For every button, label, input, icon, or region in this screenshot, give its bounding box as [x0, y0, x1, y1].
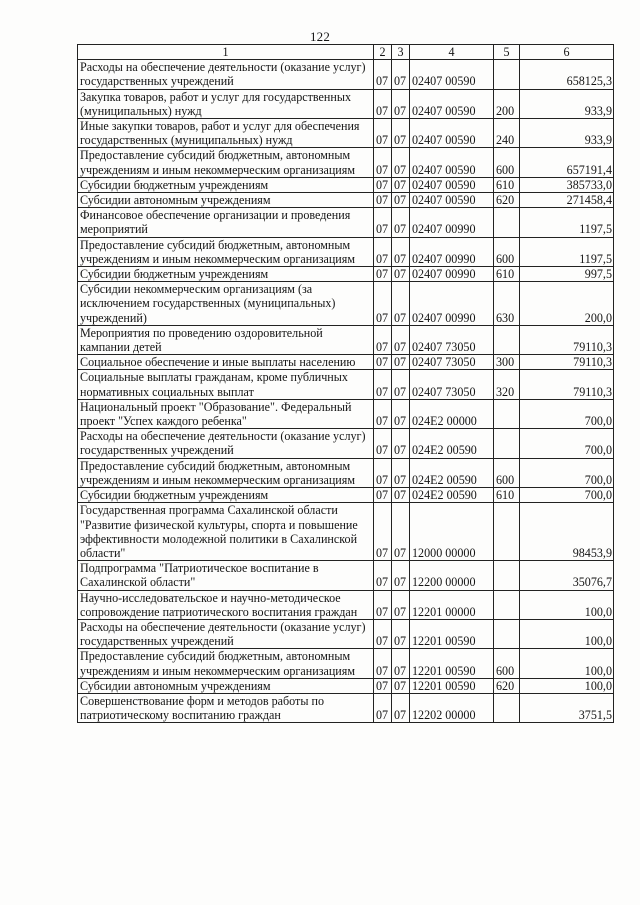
table-row	[78, 148, 614, 177]
table-body	[78, 60, 614, 723]
row-section: 07	[374, 561, 392, 590]
row-subsection: 07	[392, 590, 410, 619]
header-cell-target-code: 4	[410, 45, 494, 60]
row-expense-type	[494, 693, 520, 722]
row-expense-type	[494, 429, 520, 458]
table-row	[78, 590, 614, 619]
row-section: 07	[374, 193, 392, 208]
row-section: 07	[374, 458, 392, 487]
row-subsection: 07	[392, 678, 410, 693]
row-name: Мероприятия по проведению оздоровительной кампании детей	[78, 325, 374, 354]
row-expense-type: 610	[494, 267, 520, 282]
table-row	[78, 355, 614, 370]
row-subsection: 07	[392, 370, 410, 399]
row-amount: 657191,4	[520, 148, 614, 177]
row-section: 07	[374, 89, 392, 118]
table-row	[78, 649, 614, 678]
row-subsection: 07	[392, 561, 410, 590]
row-expense-type	[494, 208, 520, 237]
row-name: Научно-исследовательское и научно-методическое сопровождение патриотического воспитания граждан	[78, 590, 374, 619]
row-target-code: 12201 00590	[410, 678, 494, 693]
row-expense-type: 600	[494, 458, 520, 487]
row-target-code: 02407 73050	[410, 355, 494, 370]
row-expense-type	[494, 619, 520, 648]
row-name: Социальные выплаты гражданам, кроме публичных нормативных социальных выплат	[78, 370, 374, 399]
table-row	[78, 193, 614, 208]
row-expense-type: 610	[494, 488, 520, 503]
row-target-code: 02407 00590	[410, 148, 494, 177]
row-section: 07	[374, 177, 392, 192]
row-expense-type	[494, 60, 520, 89]
row-section: 07	[374, 693, 392, 722]
row-name: Предоставление субсидий бюджетным, автономным учреждениям и иным некоммерческим организациям	[78, 649, 374, 678]
row-subsection: 07	[392, 429, 410, 458]
table-row	[78, 237, 614, 266]
row-name: Расходы на обеспечение деятельности (оказание услуг) государственных учреждений	[78, 619, 374, 648]
row-expense-type: 240	[494, 119, 520, 148]
row-subsection: 07	[392, 148, 410, 177]
header-cell-subsection: 3	[392, 45, 410, 60]
row-name: Иные закупки товаров, работ и услуг для обеспечения государственных (муниципальных) нужд	[78, 119, 374, 148]
row-amount: 997,5	[520, 267, 614, 282]
row-amount: 385733,0	[520, 177, 614, 192]
table-row	[78, 89, 614, 118]
row-subsection: 07	[392, 119, 410, 148]
row-section: 07	[374, 325, 392, 354]
row-name: Предоставление субсидий бюджетным, автономным учреждениям и иным некоммерческим организациям	[78, 148, 374, 177]
row-target-code: 024E2 00590	[410, 488, 494, 503]
row-expense-type: 610	[494, 177, 520, 192]
row-expense-type: 200	[494, 89, 520, 118]
row-expense-type	[494, 503, 520, 561]
row-subsection: 07	[392, 60, 410, 89]
row-name: Подпрограмма "Патриотическое воспитание в Сахалинской области"	[78, 561, 374, 590]
row-amount: 100,0	[520, 590, 614, 619]
row-name: Предоставление субсидий бюджетным, автономным учреждениям и иным некоммерческим организациям	[78, 458, 374, 487]
row-expense-type: 600	[494, 649, 520, 678]
row-target-code: 02407 00590	[410, 60, 494, 89]
row-section: 07	[374, 488, 392, 503]
row-amount: 271458,4	[520, 193, 614, 208]
row-section: 07	[374, 503, 392, 561]
row-subsection: 07	[392, 503, 410, 561]
row-amount: 700,0	[520, 488, 614, 503]
table-row	[78, 325, 614, 354]
budget-table	[77, 44, 614, 723]
table-row	[78, 119, 614, 148]
row-name: Социальное обеспечение и иные выплаты населению	[78, 355, 374, 370]
row-target-code: 02407 00990	[410, 237, 494, 266]
row-subsection: 07	[392, 208, 410, 237]
row-amount: 700,0	[520, 429, 614, 458]
row-section: 07	[374, 355, 392, 370]
row-section: 07	[374, 590, 392, 619]
row-target-code: 02407 00590	[410, 177, 494, 192]
row-subsection: 07	[392, 193, 410, 208]
row-amount: 35076,7	[520, 561, 614, 590]
row-name: Национальный проект "Образование". Федеральный проект "Успех каждого ребенка"	[78, 399, 374, 428]
row-amount: 79110,3	[520, 325, 614, 354]
row-target-code: 02407 00590	[410, 119, 494, 148]
row-section: 07	[374, 282, 392, 326]
row-target-code: 024E2 00590	[410, 429, 494, 458]
row-expense-type	[494, 590, 520, 619]
row-name: Субсидии некоммерческим организациям (за исключением государственных (муниципальных) учреждений)	[78, 282, 374, 326]
row-section: 07	[374, 208, 392, 237]
table-header-row	[78, 45, 614, 60]
page-number: 122	[309, 29, 331, 44]
row-name: Субсидии автономным учреждениям	[78, 193, 374, 208]
row-section: 07	[374, 678, 392, 693]
header-cell-amount: 6	[520, 45, 614, 60]
header-cell-section: 2	[374, 45, 392, 60]
row-amount: 98453,9	[520, 503, 614, 561]
table-row	[78, 208, 614, 237]
table-row	[78, 399, 614, 428]
row-target-code: 02407 73050	[410, 325, 494, 354]
table-row	[78, 503, 614, 561]
row-name: Закупка товаров, работ и услуг для государственных (муниципальных) нужд	[78, 89, 374, 118]
row-target-code: 12200 00000	[410, 561, 494, 590]
row-section: 07	[374, 237, 392, 266]
row-amount: 1197,5	[520, 208, 614, 237]
row-target-code: 12202 00000	[410, 693, 494, 722]
row-target-code: 02407 00990	[410, 282, 494, 326]
row-amount: 100,0	[520, 649, 614, 678]
row-expense-type: 630	[494, 282, 520, 326]
row-name: Предоставление субсидий бюджетным, автономным учреждениям и иным некоммерческим организациям	[78, 237, 374, 266]
row-name: Субсидии автономным учреждениям	[78, 678, 374, 693]
row-section: 07	[374, 619, 392, 648]
row-section: 07	[374, 649, 392, 678]
table-row	[78, 561, 614, 590]
row-name: Расходы на обеспечение деятельности (оказание услуг) государственных учреждений	[78, 429, 374, 458]
row-target-code: 12201 00000	[410, 590, 494, 619]
row-expense-type: 620	[494, 678, 520, 693]
table-row	[78, 488, 614, 503]
row-amount: 658125,3	[520, 60, 614, 89]
row-amount: 700,0	[520, 399, 614, 428]
row-amount: 200,0	[520, 282, 614, 326]
row-subsection: 07	[392, 488, 410, 503]
row-subsection: 07	[392, 325, 410, 354]
table-row	[78, 370, 614, 399]
row-amount: 700,0	[520, 458, 614, 487]
row-name: Субсидии бюджетным учреждениям	[78, 267, 374, 282]
row-section: 07	[374, 370, 392, 399]
row-expense-type	[494, 399, 520, 428]
row-target-code: 12201 00590	[410, 649, 494, 678]
row-amount: 1197,5	[520, 237, 614, 266]
row-subsection: 07	[392, 693, 410, 722]
row-expense-type: 600	[494, 237, 520, 266]
row-target-code: 024E2 00000	[410, 399, 494, 428]
row-expense-type: 300	[494, 355, 520, 370]
row-section: 07	[374, 399, 392, 428]
row-target-code: 02407 00990	[410, 267, 494, 282]
row-name: Совершенствование форм и методов работы по патриотическому воспитанию граждан	[78, 693, 374, 722]
header-cell-name: 1	[78, 45, 374, 60]
table-row	[78, 177, 614, 192]
row-subsection: 07	[392, 399, 410, 428]
row-amount: 3751,5	[520, 693, 614, 722]
row-expense-type	[494, 561, 520, 590]
row-subsection: 07	[392, 267, 410, 282]
row-section: 07	[374, 119, 392, 148]
table-row	[78, 678, 614, 693]
row-amount: 79110,3	[520, 355, 614, 370]
row-name: Субсидии бюджетным учреждениям	[78, 177, 374, 192]
row-name: Государственная программа Сахалинской области "Развитие физической культуры, спорта и повышение эффективности молодежной политики в Сахалинской области"	[78, 503, 374, 561]
row-target-code: 12000 00000	[410, 503, 494, 561]
row-target-code: 024E2 00590	[410, 458, 494, 487]
table-row	[78, 267, 614, 282]
row-subsection: 07	[392, 89, 410, 118]
row-name: Субсидии бюджетным учреждениям	[78, 488, 374, 503]
row-amount: 933,9	[520, 119, 614, 148]
row-subsection: 07	[392, 458, 410, 487]
row-section: 07	[374, 148, 392, 177]
row-subsection: 07	[392, 177, 410, 192]
row-name: Расходы на обеспечение деятельности (оказание услуг) государственных учреждений	[78, 60, 374, 89]
row-amount: 100,0	[520, 678, 614, 693]
header-cell-expense-type: 5	[494, 45, 520, 60]
row-subsection: 07	[392, 355, 410, 370]
row-target-code: 02407 00990	[410, 208, 494, 237]
row-amount: 933,9	[520, 89, 614, 118]
row-expense-type: 600	[494, 148, 520, 177]
row-target-code: 02407 00590	[410, 89, 494, 118]
row-target-code: 12201 00590	[410, 619, 494, 648]
row-expense-type: 320	[494, 370, 520, 399]
row-subsection: 07	[392, 619, 410, 648]
row-amount: 100,0	[520, 619, 614, 648]
table-row	[78, 458, 614, 487]
table-row	[78, 429, 614, 458]
row-subsection: 07	[392, 237, 410, 266]
table-row	[78, 282, 614, 326]
row-subsection: 07	[392, 282, 410, 326]
row-expense-type	[494, 325, 520, 354]
table-row	[78, 693, 614, 722]
table-row	[78, 60, 614, 89]
row-section: 07	[374, 60, 392, 89]
row-name: Финансовое обеспечение организации и проведения мероприятий	[78, 208, 374, 237]
row-target-code: 02407 73050	[410, 370, 494, 399]
row-subsection: 07	[392, 649, 410, 678]
row-target-code: 02407 00590	[410, 193, 494, 208]
table-row	[78, 619, 614, 648]
row-section: 07	[374, 267, 392, 282]
row-expense-type: 620	[494, 193, 520, 208]
row-amount: 79110,3	[520, 370, 614, 399]
row-section: 07	[374, 429, 392, 458]
